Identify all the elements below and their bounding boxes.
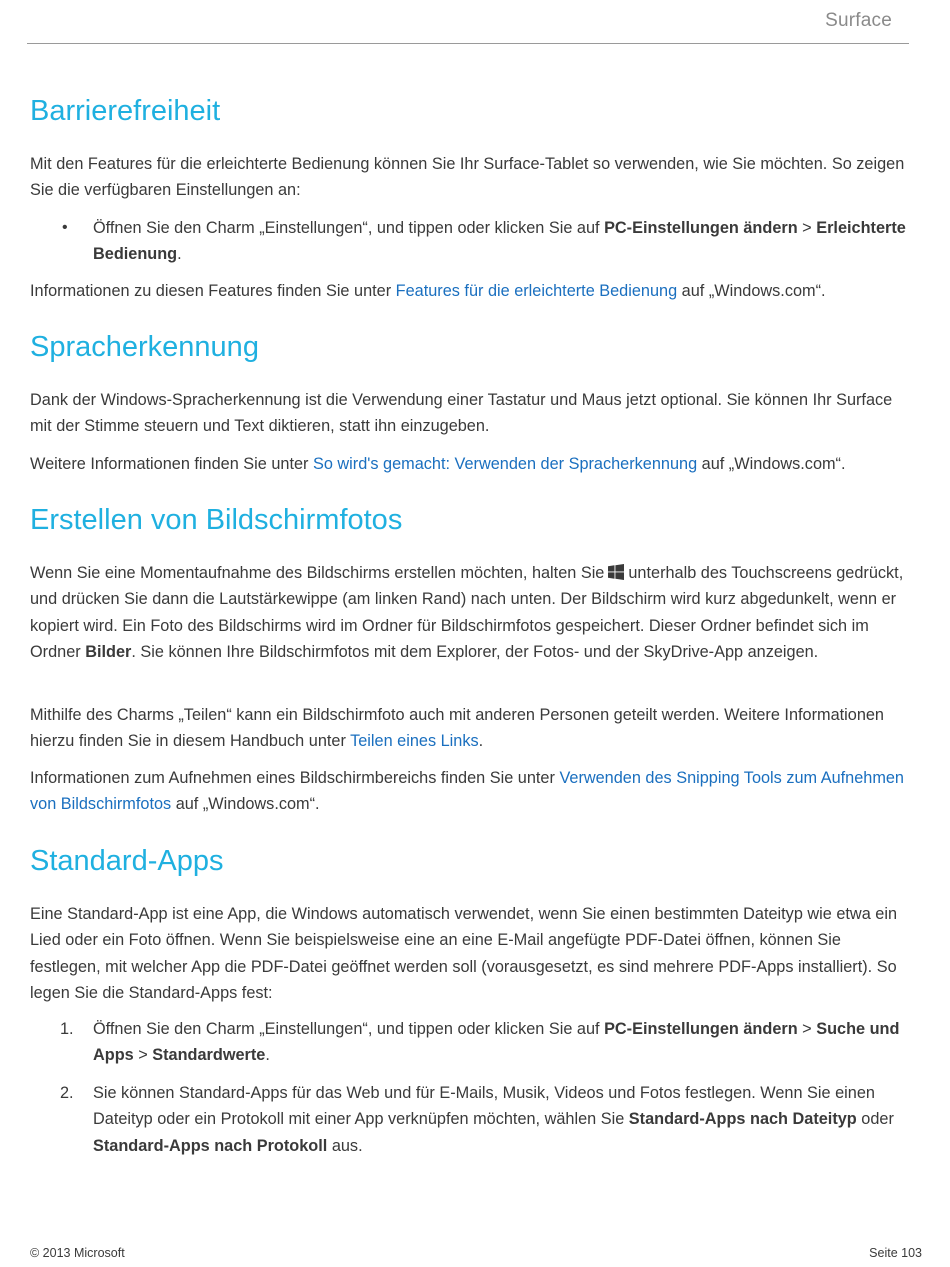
paragraph-speech-intro: Dank der Windows-Spracherkennung ist die Verwendung einer Tastatur und Maus jetzt optional. Sie können Ihr Surface mit der Stimme steuern und Text diktieren, statt ihn einzugeben. [30,391,893,436]
list-text: Öffnen Sie den Charm „Einstellungen“, und tippen oder klicken Sie auf [93,219,605,237]
heading-bildschirmfotos: Erstellen von Bildschirmfotos [30,504,403,536]
paragraph-accessibility-intro: Mit den Features für die erleichterte Bedienung können Sie Ihr Surface-Tablet so verwenden, wie Sie möchten. So zeigen Sie die verfügbaren Einstellungen an: [30,155,905,200]
bold-text: Erleichterte Bedienung [93,219,906,264]
paragraph-speech-info [30,451,910,477]
list-text: Öffnen Sie den Charm „Einstellungen“, und tippen oder klicken Sie auf [93,1020,605,1038]
footer-copyright: © 2013 Microsoft [30,1246,125,1260]
link-speech-recognition[interactable]: So wird's gemacht: Verwenden der Spracherkennung [312,455,698,473]
bold-text: PC-Einstellungen ändern [604,1020,798,1038]
separator-text: > [797,1020,817,1038]
separator-text: > [133,1046,153,1065]
bold-text: Bilder [85,642,132,661]
list-text: oder [856,1110,894,1129]
heading-spracherkennung: Spracherkennung [30,331,259,363]
paragraph-text: Wenn Sie eine Momentaufnahme des Bildschirms erstellen möchten, halten Sie [30,564,605,582]
bold-text: Suche und Apps [93,1020,900,1065]
link-snipping-tool[interactable]: Verwenden des Snipping Tools zum Aufnehmen von Bildschirmfotos [30,769,904,814]
bold-text: Standard-Apps nach Dateityp [628,1110,857,1129]
paragraph-text: . Sie können Ihre Bildschirmfotos mit dem Explorer, der Fotos- und der SkyDrive-App anzeigen. [131,642,819,661]
list-number: 1. [60,1020,74,1038]
paragraph-screenshot-howto [30,560,910,665]
paragraph-text: auf „Windows.com“. [697,455,846,473]
list-text: . [177,245,182,264]
list-number: 2. [60,1084,74,1102]
paragraph-text: Weitere Informationen finden Sie unter [30,455,313,473]
bullet-marker: • [62,219,68,236]
link-accessibility-features[interactable]: Features für die erleichterte Bedienung [395,282,678,300]
bold-text: PC-Einstellungen ändern [604,219,798,237]
link-share-link[interactable]: Teilen eines Links [350,732,479,751]
paragraph-accessibility-info [30,278,910,304]
paragraph-text: Informationen zu diesen Features finden Sie unter [30,282,396,300]
bold-text: Standard-Apps nach Protokoll [93,1136,328,1155]
heading-barrierefreiheit: Barrierefreiheit [30,95,221,127]
paragraph-snipping-tool [30,765,910,818]
list-text: . [265,1046,270,1065]
paragraph-text: Informationen zum Aufnehmen eines Bildschirmbereichs finden Sie unter [30,769,560,787]
list-item-step-2 [60,1080,911,1159]
paragraph-text: auf „Windows.com“. [171,795,320,814]
list-text: aus. [327,1136,363,1155]
paragraph-text: auf „Windows.com“. [677,282,826,300]
paragraph-share-screenshot [30,702,910,755]
paragraph-text: . [478,732,484,751]
header-brand: Surface [825,10,892,31]
bold-text: Standardwerte [152,1046,266,1065]
paragraph-standard-apps-intro: Eine Standard-App ist eine App, die Windows automatisch verwendet, wenn Sie einen bestimmten Dateityp wie etwa ein Lied oder ein Foto öffnen. Wenn Sie beispielsweise eine an eine E-Mail angefügte PDF-Datei öffnen, können Sie festlegen, mit welcher App die PDF-Datei geöffnet werden soll (vorausgesetzt, es sind mehrere PDF-Apps installiert). So legen Sie die Standard-Apps fest: [30,905,897,1002]
footer-page-number: Seite 103 [869,1246,922,1260]
paragraph-text: Mithilfe des Charms „Teilen“ kann ein Bildschirmfoto auch mit anderen Personen geteilt werden. Weitere Informationen hierzu finden Sie in diesem Handbuch unter [30,706,884,751]
list-item-accessibility-settings [62,215,911,268]
windows-logo-icon [608,564,624,580]
heading-standard-apps: Standard-Apps [30,845,224,877]
header-divider [27,43,909,44]
paragraph-text: unterhalb des Touchscreens gedrückt, und drücken Sie dann die Lautstärkewippe (am linken Rand) nach unten. Der Bildschirm wird kurz abgedunkelt, wenn er kopiert wird. Ein Foto des Bildschirms wird im Ordner für Bildschirmfotos gespeichert. Dieser Ordner befindet sich im Ordner [30,564,904,661]
separator-text: > [797,219,817,237]
list-text: Sie können Standard-Apps für das Web und für E-Mails, Musik, Videos und Fotos festlegen. Wenn Sie einen Dateityp oder ein Protokoll mit einer App verknüpfen möchten, wählen Sie [93,1084,875,1129]
list-item-step-1 [60,1016,911,1069]
